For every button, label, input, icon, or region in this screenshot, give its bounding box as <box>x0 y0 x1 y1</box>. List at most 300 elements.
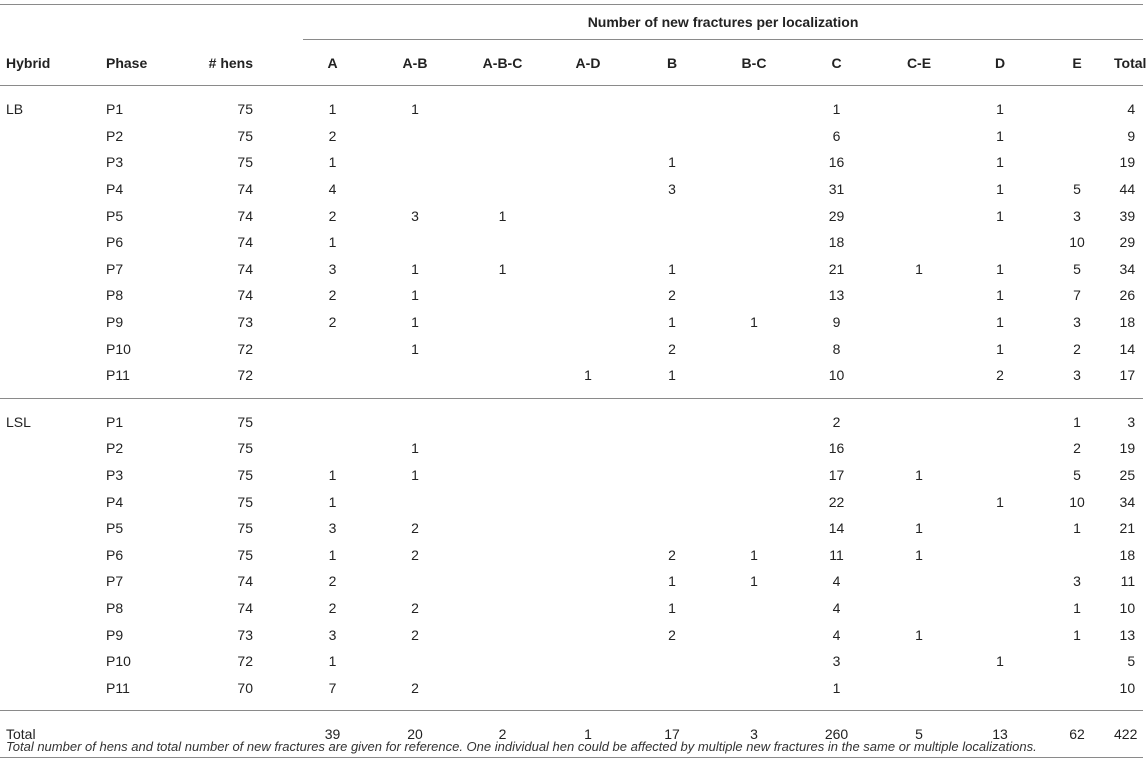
fracture-count-cell: 8 <box>832 340 841 357</box>
fracture-count-cell: 1 <box>915 626 923 643</box>
table-row <box>0 568 1143 595</box>
fracture-count-cell: 7 <box>1073 287 1081 304</box>
hens-cell: 75 <box>237 467 253 484</box>
table-row <box>0 621 1143 648</box>
fracture-count-cell: 1 <box>668 573 676 590</box>
hens-cell: 75 <box>237 546 253 563</box>
fracture-count-cell: 2 <box>328 573 337 590</box>
fracture-count-cell: 1 <box>750 546 758 563</box>
fracture-count-cell <box>545 595 631 622</box>
fracture-count-cell: 10 <box>1069 493 1085 510</box>
fracture-count-cell <box>545 674 631 710</box>
fracture-count-cell: 1 <box>411 467 419 484</box>
phase-cell: P9 <box>106 626 124 643</box>
phase-cell: P5 <box>106 207 124 224</box>
row-total-cell: 11 <box>1120 573 1136 590</box>
hybrid-cell <box>0 674 100 710</box>
fracture-count-cell <box>545 435 631 462</box>
hens-cell: 75 <box>237 154 253 171</box>
fracture-count-cell <box>713 648 795 675</box>
totals-cell: 2 <box>498 726 507 743</box>
table-row <box>0 123 1143 150</box>
fracture-count-cell <box>545 488 631 515</box>
hens-cell: 75 <box>237 440 253 457</box>
fracture-count-cell <box>713 229 795 256</box>
fracture-count-cell: 1 <box>411 260 419 277</box>
row-total-cell: 14 <box>1119 340 1136 357</box>
hens-cell: 74 <box>237 207 253 224</box>
fracture-count-cell <box>631 123 713 150</box>
hybrid-cell <box>0 595 100 622</box>
row-total-cell: 4 <box>1127 101 1136 118</box>
fracture-count-cell <box>713 435 795 462</box>
fracture-count-cell: 1 <box>996 287 1004 304</box>
hybrid-cell <box>0 621 100 648</box>
fracture-count-cell: 2 <box>832 413 841 430</box>
fracture-count-cell <box>1040 123 1114 150</box>
fracture-count-cell <box>713 398 795 435</box>
fracture-count-cell <box>878 595 960 622</box>
fracture-count-cell: 3 <box>1073 573 1081 590</box>
fracture-count-cell <box>460 515 545 542</box>
fracture-count-cell <box>460 362 545 398</box>
totals-label: Total <box>6 726 36 743</box>
fracture-count-cell <box>878 335 960 362</box>
fracture-count-cell <box>878 176 960 203</box>
phase-cell: P11 <box>106 679 130 696</box>
fracture-count-cell: 1 <box>915 546 923 563</box>
row-total-cell: 10 <box>1119 679 1136 696</box>
fracture-count-cell <box>1040 149 1114 176</box>
fracture-count-cell: 1 <box>1073 520 1081 537</box>
fracture-count-cell <box>295 398 370 435</box>
fracture-count-cell: 2 <box>411 599 419 616</box>
fracture-count-cell <box>460 398 545 435</box>
col-loc-e: E <box>1072 54 1082 71</box>
fracture-count-cell <box>960 462 1040 489</box>
fracture-count-cell <box>1040 86 1114 123</box>
fracture-count-cell: 3 <box>832 653 841 670</box>
fracture-count-cell: 2 <box>411 626 419 643</box>
fracture-count-cell <box>460 309 545 336</box>
fracture-count-cell <box>713 515 795 542</box>
phase-cell: P4 <box>106 181 124 198</box>
row-total-cell: 13 <box>1119 626 1136 643</box>
fracture-count-cell: 13 <box>828 287 845 304</box>
hens-cell: 75 <box>237 520 253 537</box>
hens-cell: 74 <box>237 287 253 304</box>
fracture-count-cell <box>545 515 631 542</box>
grand-total: 422 <box>1114 726 1138 743</box>
fracture-count-cell: 1 <box>996 127 1004 144</box>
fracture-count-cell <box>460 674 545 710</box>
fracture-count-cell <box>460 176 545 203</box>
phase-cell: P2 <box>106 127 124 144</box>
group-header <box>295 5 1143 41</box>
fracture-count-cell: 1 <box>832 101 841 118</box>
row-total-cell: 18 <box>1119 314 1136 331</box>
fracture-count-cell <box>1040 674 1114 710</box>
fracture-count-cell: 1 <box>915 260 923 277</box>
fracture-count-cell <box>713 202 795 229</box>
table-row <box>0 462 1143 489</box>
fracture-count-cell <box>713 149 795 176</box>
col-loc-b-c: B-C <box>741 54 767 71</box>
fracture-count-cell <box>878 202 960 229</box>
fracture-count-cell <box>545 309 631 336</box>
fracture-count-cell <box>460 123 545 150</box>
fracture-count-cell <box>878 149 960 176</box>
fracture-count-cell <box>878 86 960 123</box>
fracture-count-cell: 1 <box>584 367 592 384</box>
col-loc-a-b: A-B <box>402 54 428 71</box>
totals-cell: 62 <box>1069 726 1085 743</box>
col-loc-b: B <box>666 54 678 71</box>
fracture-count-cell: 5 <box>1073 181 1081 198</box>
fracture-count-cell <box>713 674 795 710</box>
fracture-count-cell: 4 <box>328 181 337 198</box>
column-header-row <box>0 40 1143 86</box>
table-row <box>0 515 1143 542</box>
fracture-count-cell: 18 <box>828 234 845 251</box>
fracture-count-cell <box>295 435 370 462</box>
fracture-count-cell: 1 <box>328 154 337 171</box>
phase-cell: P7 <box>106 573 124 590</box>
table-row <box>0 435 1143 462</box>
fracture-count-cell <box>713 621 795 648</box>
fracture-count-cell <box>878 648 960 675</box>
fracture-count-cell: 1 <box>1073 413 1081 430</box>
fracture-count-cell <box>878 568 960 595</box>
fracture-count-cell: 5 <box>1073 260 1081 277</box>
phase-cell: P6 <box>106 546 124 563</box>
table-row <box>0 176 1143 203</box>
fracture-count-cell <box>631 648 713 675</box>
hybrid-cell <box>0 202 100 229</box>
fracture-count-cell: 5 <box>1073 467 1081 484</box>
fracture-count-cell: 3 <box>1073 314 1081 331</box>
fracture-count-cell <box>1040 648 1114 675</box>
phase-cell: P10 <box>106 340 131 357</box>
fracture-count-cell: 3 <box>1073 207 1081 224</box>
fracture-count-cell <box>460 149 545 176</box>
fracture-count-cell <box>370 568 460 595</box>
fracture-count-cell <box>460 282 545 309</box>
fracture-count-cell: 1 <box>750 573 758 590</box>
fracture-count-cell: 1 <box>328 101 337 118</box>
fracture-count-cell: 1 <box>996 207 1004 224</box>
fracture-count-cell: 17 <box>828 467 845 484</box>
fracture-count-cell: 16 <box>828 440 845 457</box>
table-row <box>0 595 1143 622</box>
col-loc-a-d: A-D <box>575 54 601 71</box>
totals-cell: 39 <box>324 726 341 743</box>
row-total-cell: 18 <box>1119 546 1136 563</box>
fracture-count-cell: 10 <box>828 367 845 384</box>
fracture-count-cell: 1 <box>411 440 419 457</box>
fracture-count-cell: 1 <box>915 520 923 537</box>
fracture-table <box>0 4 1146 758</box>
fracture-count-cell <box>545 621 631 648</box>
fracture-count-cell: 1 <box>915 467 923 484</box>
fracture-count-cell: 1 <box>328 493 337 510</box>
fracture-count-cell: 2 <box>668 287 676 304</box>
row-total-cell: 19 <box>1119 154 1136 171</box>
hybrid-cell <box>0 149 100 176</box>
phase-cell: P6 <box>106 234 124 251</box>
phase-cell: P7 <box>106 260 124 277</box>
table-row <box>0 398 1143 435</box>
fracture-count-cell <box>545 229 631 256</box>
fracture-count-cell <box>631 202 713 229</box>
hybrid-cell: LB <box>6 101 24 118</box>
fracture-count-cell: 1 <box>498 207 507 224</box>
fracture-count-cell <box>545 123 631 150</box>
fracture-count-cell: 2 <box>668 546 676 563</box>
hens-cell: 74 <box>237 260 253 277</box>
fracture-count-cell <box>960 621 1040 648</box>
hens-cell: 74 <box>237 599 253 616</box>
fracture-count-cell <box>631 398 713 435</box>
phase-cell: P1 <box>106 101 124 118</box>
fracture-count-cell <box>545 202 631 229</box>
fracture-count-cell: 1 <box>996 101 1004 118</box>
fracture-count-cell: 1 <box>411 340 419 357</box>
fracture-count-cell <box>960 398 1040 435</box>
table-footnote: Total number of hens and total number of new fractures are given for reference. One individual hen could be affected by multiple new fractures in the same or multiple localizations. <box>6 739 1037 754</box>
fracture-count-cell <box>713 362 795 398</box>
hens-cell: 74 <box>237 573 253 590</box>
fracture-count-cell: 2 <box>411 546 419 563</box>
hens-cell: 73 <box>237 626 253 643</box>
fracture-count-cell <box>460 568 545 595</box>
fracture-count-cell: 3 <box>328 520 337 537</box>
fracture-count-cell <box>370 362 460 398</box>
fracture-count-cell: 1 <box>1073 599 1081 616</box>
fracture-count-cell: 1 <box>411 101 419 118</box>
fracture-count-cell <box>460 488 545 515</box>
fracture-count-cell <box>631 462 713 489</box>
fracture-count-cell <box>713 176 795 203</box>
table-row <box>0 202 1143 229</box>
fracture-count-cell <box>878 282 960 309</box>
fracture-count-cell: 1 <box>328 546 337 563</box>
fracture-count-cell: 1 <box>750 314 758 331</box>
fracture-count-cell: 2 <box>328 287 337 304</box>
fracture-count-cell: 2 <box>668 340 676 357</box>
totals-cell: 5 <box>915 726 923 743</box>
fracture-count-cell: 2 <box>328 127 337 144</box>
fracture-count-cell <box>713 86 795 123</box>
fracture-count-cell <box>878 309 960 336</box>
fracture-count-cell <box>545 648 631 675</box>
fracture-count-cell <box>460 621 545 648</box>
hens-cell: 72 <box>237 367 253 384</box>
fracture-count-cell: 3 <box>328 626 337 643</box>
row-total-cell: 39 <box>1119 207 1136 224</box>
fracture-count-cell: 1 <box>498 260 507 277</box>
fracture-count-cell <box>631 488 713 515</box>
fracture-count-cell: 21 <box>828 260 845 277</box>
fracture-count-cell <box>460 542 545 569</box>
totals-cell: 260 <box>824 726 849 743</box>
fracture-count-cell <box>960 568 1040 595</box>
fracture-count-cell: 1 <box>328 653 337 670</box>
row-total-cell: 29 <box>1119 234 1136 251</box>
table-row <box>0 86 1143 123</box>
fracture-count-cell <box>878 674 960 710</box>
row-total-cell: 44 <box>1119 181 1136 198</box>
fracture-count-cell <box>713 488 795 515</box>
hybrid-cell <box>0 123 100 150</box>
fracture-count-cell <box>960 674 1040 710</box>
fracture-count-cell <box>545 542 631 569</box>
fracture-count-cell: 3 <box>668 181 676 198</box>
fracture-count-cell: 9 <box>832 314 841 331</box>
fracture-count-cell: 1 <box>996 314 1004 331</box>
fracture-count-cell: 2 <box>1073 440 1081 457</box>
row-total-cell: 34 <box>1119 493 1136 510</box>
fracture-count-cell: 2 <box>411 679 419 696</box>
hybrid-cell <box>0 309 100 336</box>
fracture-count-cell: 1 <box>996 653 1004 670</box>
fracture-count-cell <box>713 335 795 362</box>
fracture-count-cell <box>545 149 631 176</box>
hens-cell: 74 <box>237 234 253 251</box>
hybrid-cell <box>0 648 100 675</box>
fracture-count-cell: 1 <box>832 679 841 696</box>
fracture-count-cell <box>631 229 713 256</box>
fracture-count-cell: 22 <box>828 493 845 510</box>
fracture-count-cell <box>960 595 1040 622</box>
fracture-count-cell <box>460 648 545 675</box>
fracture-count-cell <box>545 86 631 123</box>
hybrid-cell <box>0 282 100 309</box>
phase-cell: P9 <box>106 314 124 331</box>
fracture-count-cell: 3 <box>328 260 337 277</box>
fracture-count-cell: 3 <box>1073 367 1081 384</box>
fracture-count-cell <box>713 256 795 283</box>
hybrid-cell <box>0 256 100 283</box>
fracture-count-cell <box>370 149 460 176</box>
fracture-count-cell <box>631 674 713 710</box>
fracture-count-cell <box>713 123 795 150</box>
hens-cell: 74 <box>237 181 253 198</box>
phase-cell: P4 <box>106 493 124 510</box>
fracture-count-cell: 1 <box>996 260 1004 277</box>
row-total-cell: 21 <box>1119 520 1136 537</box>
fracture-count-cell <box>370 123 460 150</box>
row-total-cell: 17 <box>1119 367 1136 384</box>
table-row <box>0 362 1143 398</box>
col-hens: # hens <box>208 54 253 71</box>
totals-cell: 1 <box>584 726 592 743</box>
table-row <box>0 488 1143 515</box>
fracture-count-cell <box>545 176 631 203</box>
fracture-count-cell <box>460 462 545 489</box>
fracture-count-cell <box>460 229 545 256</box>
totals-cell: 20 <box>407 726 423 743</box>
fracture-count-cell: 1 <box>668 260 676 277</box>
col-loc-a-b-c: A-B-C <box>482 54 523 71</box>
fracture-count-cell <box>631 435 713 462</box>
row-total-cell: 3 <box>1127 413 1136 430</box>
fracture-count-cell: 1 <box>668 599 676 616</box>
col-loc-d: D <box>994 54 1006 71</box>
fracture-count-cell <box>295 362 370 398</box>
row-total-cell: 25 <box>1119 467 1136 484</box>
fracture-count-cell <box>631 515 713 542</box>
col-loc-c: C <box>831 54 842 71</box>
fracture-count-cell <box>878 435 960 462</box>
fracture-count-cell <box>960 542 1040 569</box>
col-loc-a: A <box>327 54 338 71</box>
fracture-count-cell: 2 <box>328 207 337 224</box>
fracture-count-cell <box>545 568 631 595</box>
fracture-count-cell <box>370 229 460 256</box>
hybrid-cell <box>0 568 100 595</box>
group-header-label: Number of new fractures per localization <box>303 5 1143 40</box>
fracture-count-cell <box>370 648 460 675</box>
table-row <box>0 335 1143 362</box>
fracture-count-cell: 1 <box>668 154 676 171</box>
fracture-count-cell <box>370 176 460 203</box>
fracture-count-cell: 2 <box>668 626 676 643</box>
fracture-count-cell: 3 <box>411 207 419 224</box>
table-row <box>0 648 1143 675</box>
phase-cell: P10 <box>106 653 131 670</box>
hens-cell: 75 <box>237 493 253 510</box>
hybrid-cell <box>0 462 100 489</box>
fracture-count-cell: 2 <box>328 314 337 331</box>
fracture-count-cell: 16 <box>828 154 845 171</box>
table-row <box>0 229 1143 256</box>
fracture-count-cell <box>713 282 795 309</box>
row-total-cell: 19 <box>1119 440 1136 457</box>
row-total-cell: 9 <box>1127 127 1136 144</box>
fracture-count-cell <box>631 86 713 123</box>
col-total: Total <box>1114 54 1146 71</box>
fracture-count-cell: 2 <box>411 520 419 537</box>
hybrid-cell <box>0 176 100 203</box>
fracture-count-cell: 2 <box>996 367 1004 384</box>
fracture-count-cell: 14 <box>828 520 845 537</box>
fracture-count-cell <box>370 398 460 435</box>
phase-cell: P2 <box>106 440 124 457</box>
fracture-count-cell: 31 <box>828 181 845 198</box>
totals-cell: 3 <box>750 726 758 743</box>
fracture-count-cell: 4 <box>832 626 841 643</box>
phase-cell: P11 <box>106 367 130 384</box>
hybrid-cell: LSL <box>6 413 31 430</box>
fracture-count-cell: 1 <box>996 181 1004 198</box>
fracture-count-cell: 1 <box>328 234 337 251</box>
table-row <box>0 674 1143 710</box>
fracture-count-cell <box>878 488 960 515</box>
hens-cell: 75 <box>237 413 253 430</box>
fracture-count-cell <box>545 335 631 362</box>
fracture-count-cell <box>878 362 960 398</box>
hens-cell: 72 <box>237 340 253 357</box>
fracture-count-cell <box>460 86 545 123</box>
phase-cell: P8 <box>106 599 124 616</box>
table-row <box>0 282 1143 309</box>
fracture-count-cell <box>878 123 960 150</box>
table-body <box>0 86 1143 711</box>
fracture-count-cell <box>460 335 545 362</box>
table-row <box>0 542 1143 569</box>
header-spacer <box>0 5 295 41</box>
